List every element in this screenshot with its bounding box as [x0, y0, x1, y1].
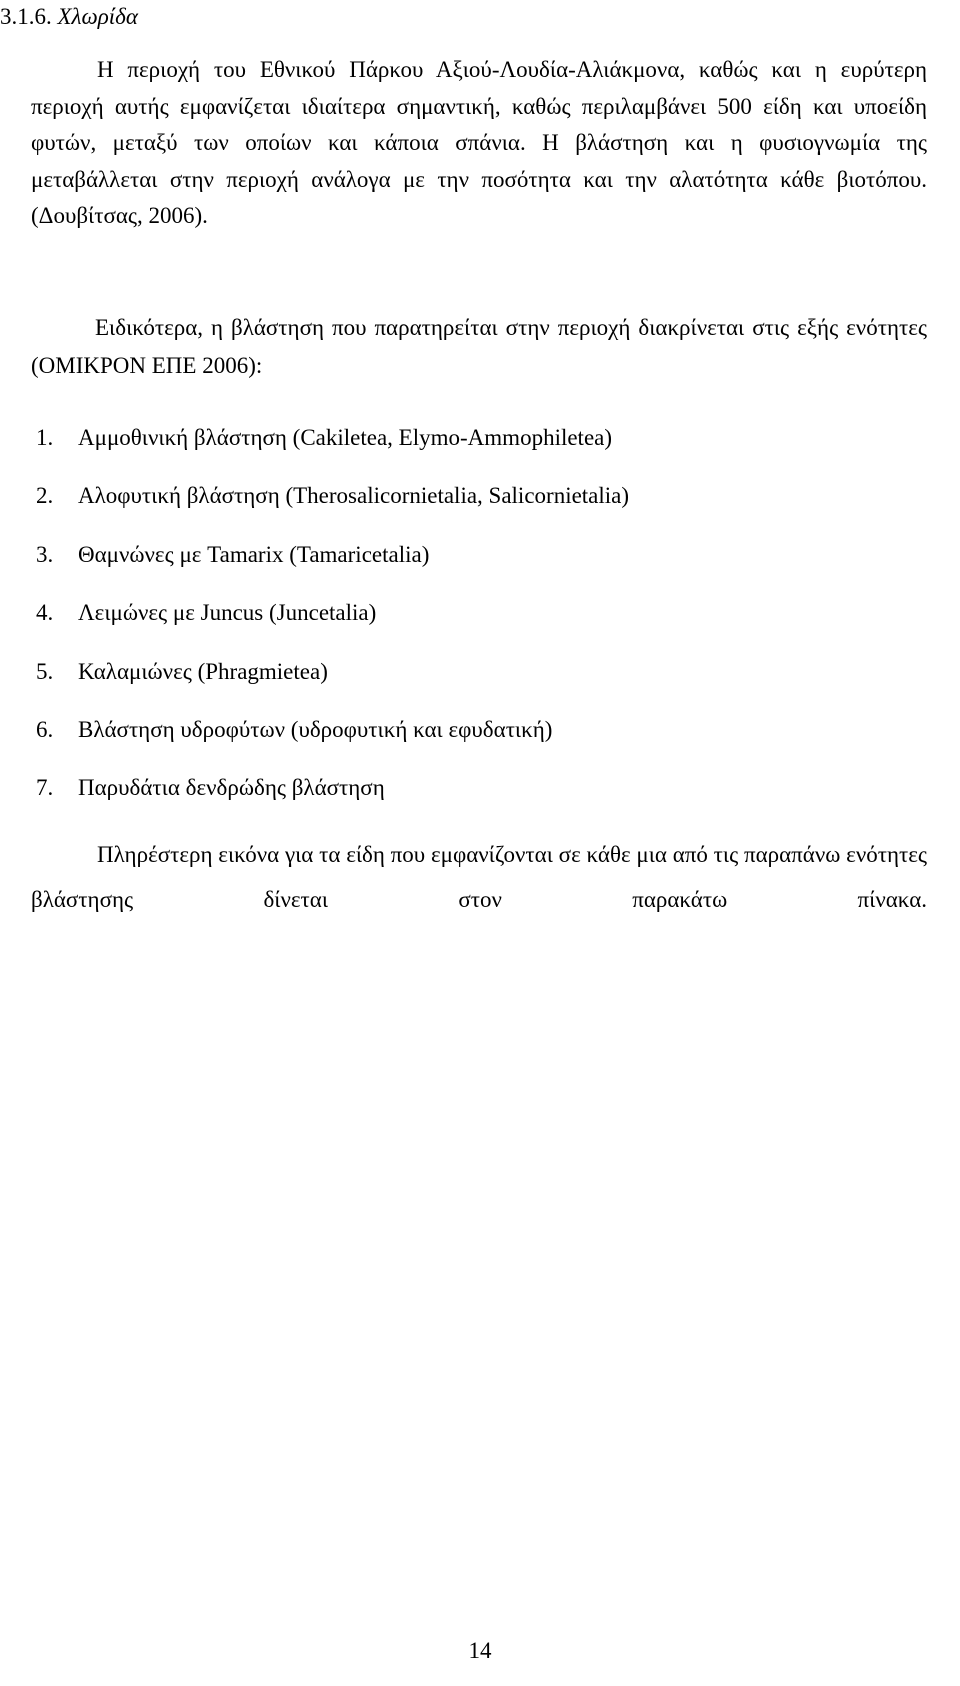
table-reference-paragraph: Πληρέστερη εικόνα για τα είδη που εμφανίζονται σε κάθε μια από τις παραπάνω ενότητες βλάστησης δίνεται στον παρακάτω πίνακα.: [31, 842, 927, 912]
list-item-number: 2.: [36, 483, 54, 509]
list-item-text: Παρυδάτια δενδρώδης βλάστηση: [78, 775, 385, 801]
section-number: 3.1.6.: [0, 4, 52, 29]
page-number: 14: [468, 1638, 492, 1663]
list-item-number: 3.: [36, 541, 54, 567]
list-item-number: 6.: [36, 716, 54, 742]
list-item: [36, 768, 629, 826]
list-item-text: Θαμνώνες με Tamarix (Tamaricetalia): [78, 541, 430, 567]
list-item-text: Αλοφυτική βλάστηση (Therosalicornietalia, Salicornietalia): [78, 483, 630, 509]
list-item-text: Βλάστηση υδροφύτων (υδροφυτική και εφυδατική): [78, 716, 553, 742]
list-item-number: 4.: [36, 600, 54, 626]
list-item: [36, 710, 629, 768]
list-item: [36, 593, 629, 651]
list-item-text: Καλαμιώνες (Phragmietea): [78, 658, 328, 684]
list-item: [36, 476, 629, 534]
list-item-text: Λειμώνες με Juncus (Juncetalia): [78, 600, 377, 626]
list-item: [36, 535, 629, 593]
section-title: Χλωρίδα: [57, 4, 138, 29]
list-item: [36, 652, 629, 710]
list-item-number: 7.: [36, 775, 54, 801]
intro-paragraph: Η περιοχή του Εθνικού Πάρκου Αξιού-Λουδία-Αλιάκμονα, καθώς και η ευρύτερη περιοχή αυτής εμφανίζεται ιδιαίτερα σημαντική, καθώς περιλαμβάνει 500 είδη και υποείδη φυτών, μεταξύ των οποίων και κάποια σπάνια. Η βλάστηση και η φυσιογνωμία της μεταβάλλεται στην περιοχή ανάλογα με την ποσότητα και την αλατότητα κάθε βιοτόπου.(Δουβίτσας, 2006).: [31, 57, 927, 228]
section-heading: [0, 0, 138, 34]
list-item-number: 1.: [36, 425, 54, 450]
units-intro-paragraph: Ειδικότερα, η βλάστηση που παρατηρείται στην περιοχή διακρίνεται στις εξής ενότητες (ΟΜΙΚΡΟΝ ΕΠΕ 2006):: [31, 315, 927, 378]
list-item-text: Αμμοθινική βλάστηση (Cakiletea, Elymo-Ammophiletea): [78, 425, 613, 450]
list-item-number: 5.: [36, 658, 54, 684]
vegetation-units-list: [36, 418, 629, 827]
list-item: [36, 418, 629, 476]
